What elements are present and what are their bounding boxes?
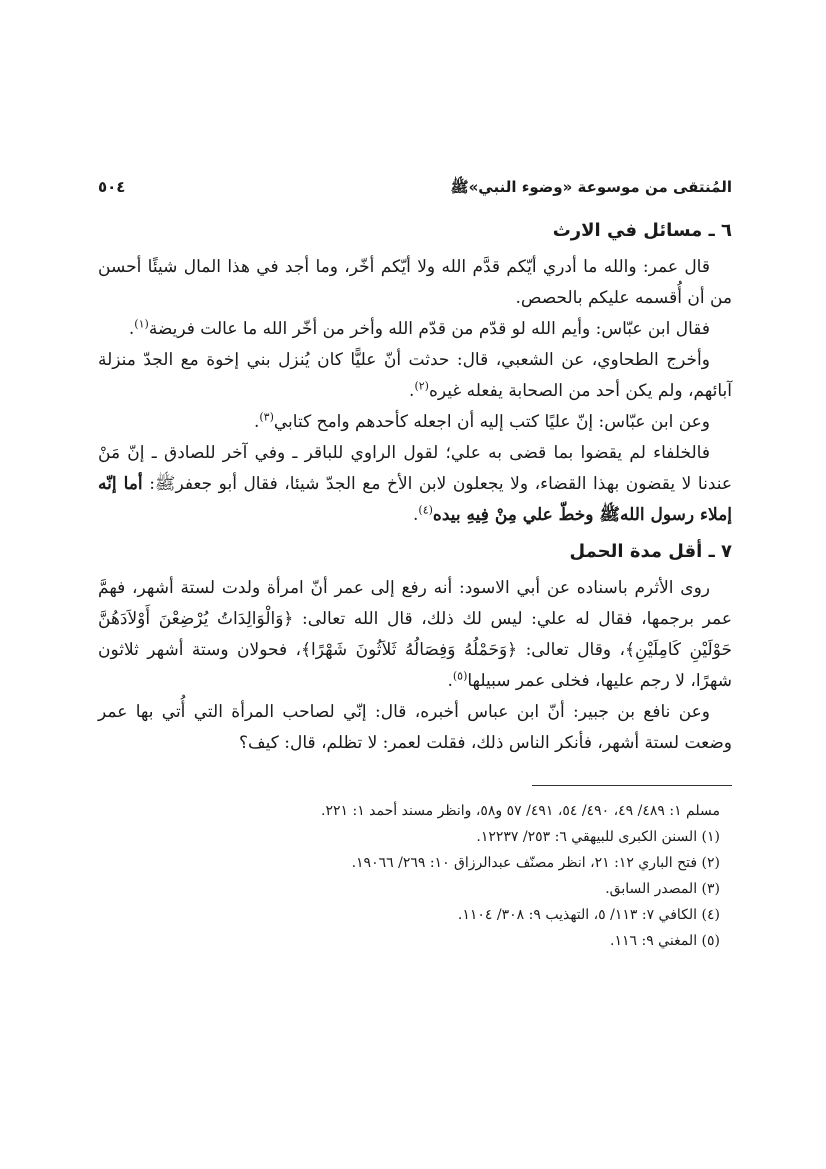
footnote-ref-2: (٢) [414,379,429,393]
footnote-continued: مسلم ١: ٤٨٩/ ٤٩، ٤٩٠/ ٥٤، ٤٩١/ ٥٧ و٥٨، وانظر مسند أحمد ١: ٢٢١. [321,803,720,819]
paragraph-text: قال عمر: والله ما أدري أيّكم قدَّم الله ولا أيّكم أخّر، وما أجد في هذا المال شيئًا أحسن من أن أُقسمه عليكم بالحصص. [98,257,732,308]
paragraph-text: فالخلفاء لم يقضوا بما قضى به علي؛ لقول الراوي للباقر ـ وفي آخر للصادق ـ إنّ مَنْ عندنا لا يقضون بهذا القضاء، ولا يجعلون لابن الأخ مع الجدّ شيئا، فقال أبو جعفرﷺ: [98,443,733,494]
paragraph-nafi [98,697,732,759]
section-heading-pregnancy: ٧ ـ أقل مدة الحمل [569,541,732,562]
paragraph-ibn-abbas: فقال ابن عبّاس: وأيم الله لو قدّم من قدّم الله وأخر من أخّر الله ما عالت فريضة$^{(١)}$. [128,317,710,339]
footnotes [98,798,732,954]
footnote-divider [532,785,732,786]
footnote-1: (١) السنن الكبرى للبيهقي ٦: ٢٥٣/ ١٢٢٣٧. [476,829,720,845]
bold-quote: أما إنّه إملاء رسول اللهﷺ وخطّ علي مِنْ فِيهِ بيده [98,474,732,525]
footnote-ref-1: (١) [134,317,149,331]
footnote-ref-4: (٤) [418,503,433,517]
paragraph-tahawi: وأخرج الطحاوي، عن الشعبي، قال: حدثت أنّ عليًّا كان يُنزل بني إخوة مع الجدّ منزلة آبائهم، ولم يكن أحد من الصحابة يفعله غيره$^{(٢)}$. [98,350,732,401]
footnote-4: (٤) الكافي ٧: ١١٣/ ٥، التهذيب ٩: ٣٠٨/ ١١٠٤. [457,907,720,923]
footnote-5: (٥) المغني ٩: ١١٦. [610,933,720,949]
footnote-ref-3: (٣) [259,410,274,424]
paragraph-text: فقال ابن عبّاس: وأيم الله لو قدّم من قدّم الله وأخر من أخّر الله ما عالت فريضة [148,319,710,339]
paragraph-caliphs: فالخلفاء لم يقضوا بما قضى به علي؛ لقول الراوي للباقر ـ وفي آخر للصادق ـ إنّ مَنْ عندنا لا يقضون بهذا القضاء، ولا يجعلون لابن الأخ مع الجدّ شيئا، فقال أبو جعفرﷺ: أما إنّه إملاء رسول اللهﷺ وخطّ علي مِنْ فِيهِ بيده$^{(٤)}$. [98,443,733,525]
paragraph-text: وعن نافع بن جبير: أنّ ابن عباس أخبره، قال: إنّي لصاحب المرأة التي أُتي بها عمر وضعت لستة أشهر، فأنكر الناس ذلك، فقلت لعمر: لا تظلم، قال: كيف؟ [98,702,732,753]
paragraph-athram: روى الأثرم باسناده عن أبي الاسود: أنه رفع إلى عمر أنّ امرأة ولدت لستة أشهر، فهمَّ عمر برجمها، فقال له علي: ليس لك ذلك، قال الله تعالى: ﴿وَالْوَالِدَاتُ يُرْضِعْنَ أَوْلاَدَهُنَّ حَوْلَيْنِ كَامِلَيْنِ﴾، وقال تعالى: ﴿وَحَمْلُهُ وَفِصَالُهُ ثَلاَثُونَ شَهْرًا﴾، فحولان وستة أشهر ثلاثون شهرًا، لا رجم عليها، فخلى عمر سبيلها$^{(٥)}$. [98,578,732,691]
paragraph-umar-statement [98,252,732,314]
paragraph-text: وعن ابن عبّاس: إنّ عليًا كتب إليه أن اجعله كأحدهم وامح كتابي [273,412,710,432]
running-header [98,178,732,202]
footnote-2: (٢) فتح الباري ١٢: ٢١، انظر مصنّف عبدالرزاق ١٠: ٢٦٩/ ١٩٠٦٦. [351,855,720,871]
paragraph-ibn-abbas-letter: وعن ابن عبّاس: إنّ عليًا كتب إليه أن اجعله كأحدهم وامح كتابي$^{(٣)}$. [253,410,710,432]
footnote-3: (٣) المصدر السابق. [605,881,720,897]
running-title: المُنتقى من موسوعة «وضوء النبي»ﷺ [450,178,732,196]
footnote-ref-5: (٥) [452,669,468,683]
paragraph-text: وأخرج الطحاوي، عن الشعبي، قال: حدثت أنّ عليًّا كان يُنزل بني إخوة مع الجدّ منزلة آبائهم، ولم يكن أحد من الصحابة يفعله غيره [98,350,732,401]
section-heading-inheritance: ٦ ـ مسائل في الارث [552,220,732,241]
page-number: ٥٠٤ [98,178,126,196]
page [98,178,732,954]
paragraph-text: روى الأثرم باسناده عن أبي الاسود: أنه رفع إلى عمر أنّ امرأة ولدت لستة أشهر، فهمَّ عمر برجمها، فقال له علي: ليس لك ذلك، قال الله تعالى: ﴿وَالْوَالِدَاتُ يُرْضِعْنَ أَوْلاَدَهُنَّ حَوْلَيْنِ كَامِلَيْنِ﴾، وقال تعالى: ﴿وَحَمْلُهُ وَفِصَالُهُ ثَلاَثُونَ شَهْرًا﴾، فحولان وستة أشهر ثلاثون شهرًا، لا رجم عليها، فخلى عمر سبيلها [98,578,732,691]
